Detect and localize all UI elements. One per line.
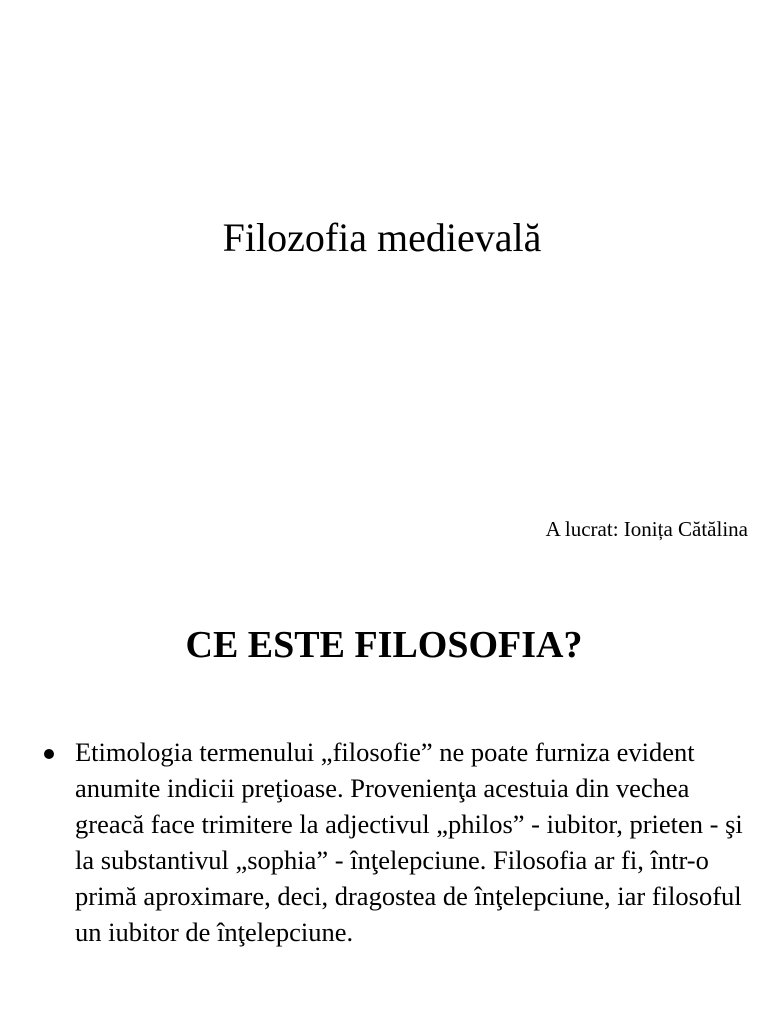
author-line: A lucrat: Ionița Cătălina (545, 517, 748, 541)
slide-heading: CE ESTE FILOSOFIA? (185, 624, 583, 666)
content-slide (0, 580, 768, 1024)
bullet-list (44, 734, 744, 950)
bullet-item (44, 734, 744, 950)
slide-title: Filozofia medievală (222, 215, 542, 260)
bullet-text: Etimologia termenului „filosofie” ne poate furniza evident anumite indicii preţioase. Provenienţa acestuia din vechea greacă face trimitere la adjectivul „philos” - iubitor, prieten - şi la substantivul „sophia” - înţelepciune. Filosofia ar fi, într-o primă aproximare, deci, dragostea de înţelepciune, iar filosoful un iubitor de înţelepciune. (75, 737, 743, 947)
bullet-dot-icon (44, 749, 54, 759)
